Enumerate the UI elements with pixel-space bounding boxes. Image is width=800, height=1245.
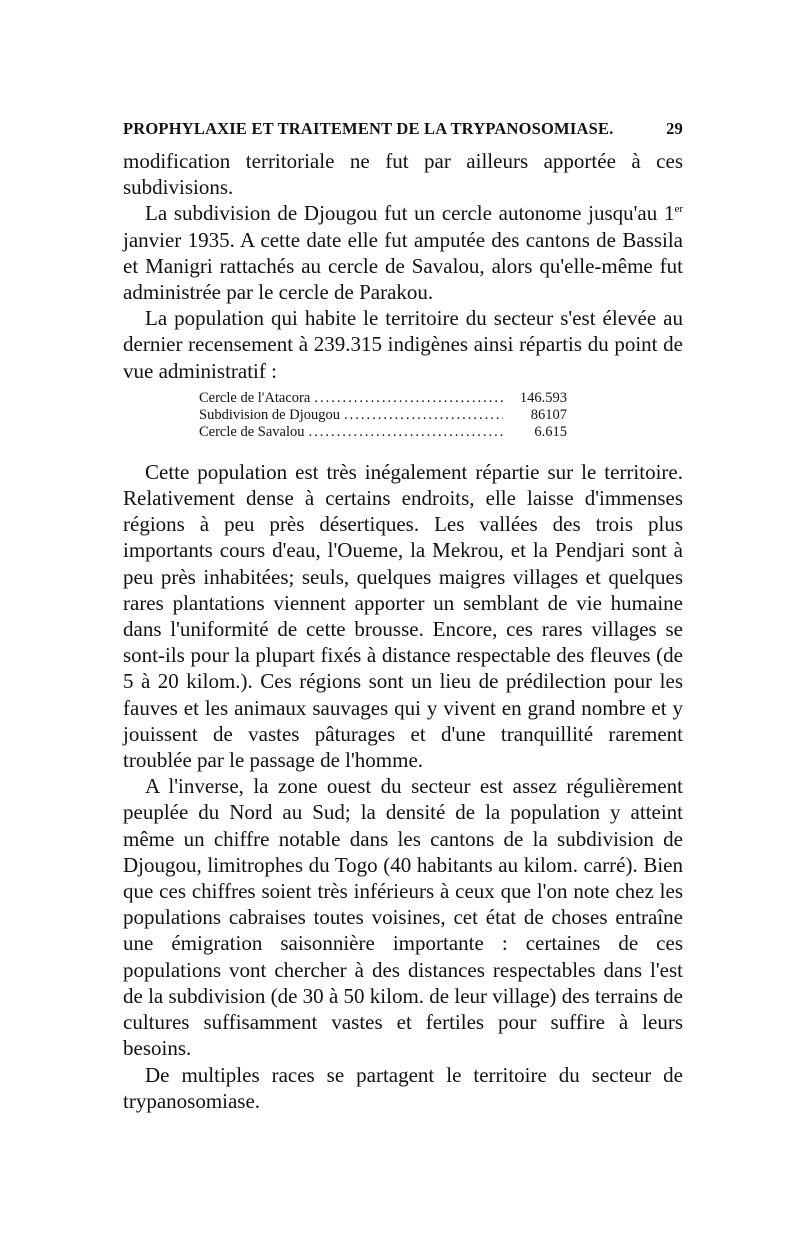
paragraph-2-end: janvier 1935. A cette date elle fut amputée des cantons de Bassila et Manigri rattachés au cercle de Savalou, alors qu'elle-même fut administrée par le cercle de Parakou. bbox=[123, 227, 683, 305]
table-row bbox=[199, 390, 567, 407]
paragraph-4: Cette population est très inégalement répartie sur le territoire. Relativement dense à certains endroits, elle laisse d'immenses régions à peu près désertiques. Les vallées des trois plus importants cours d'eau, l'Oueme, la Mekrou, et la Pendjari sont à peu près inhabitées; seuls, quelques maigres villages et quelques rares plantations viennent apporter un semblant de vie humaine dans l'uniformité de cette brousse. Encore, ces rares villages se sont-ils pour la plupart fixés à distance respectable des fleuves (de 5 à 20 kilom.). Ces régions sont un lieu de prédilection pour les fauves et les animaux sauvages qui y vivent en grand nombre et y jouissent de vastes pâturages et d'une tranquillité rarement troublée par le passage de l'homme. bbox=[123, 459, 683, 773]
running-head bbox=[123, 118, 683, 148]
paragraph-2 bbox=[123, 200, 683, 305]
leader-dots bbox=[309, 424, 504, 441]
row-value: 146.593 bbox=[519, 389, 567, 406]
body-text bbox=[123, 148, 683, 1114]
leader-dots bbox=[344, 407, 503, 424]
page bbox=[123, 118, 683, 1114]
paragraph-6: De multiples races se partagent le territoire du secteur de trypanosomiase. bbox=[123, 1062, 683, 1113]
paragraph-5: A l'inverse, la zone ouest du secteur est assez régulièrement peuplée du Nord au Sud; la densité de la population y atteint même un chiffre notable dans les cantons de la subdivision de Djougou, limitrophes du Togo (40 habitants au kilom. carré). Bien que ces chiffres soient très inférieurs à ceux que l'on note chez les populations cabraises toutes voisines, cet état de choses entraîne une émigration saisonnière importante : certaines de ces populations vont chercher à des distances respectables dans l'est de la subdivision (de 30 à 50 kilom. de leur village) des terrains de cultures suffisamment vastes et fertiles pour suffire à leurs besoins. bbox=[123, 774, 683, 1061]
row-value: 6.615 bbox=[534, 423, 567, 440]
population-table bbox=[199, 390, 567, 441]
ordinal-superscript: er bbox=[674, 203, 683, 216]
table-row bbox=[199, 424, 567, 441]
row-label: Cercle de Savalou bbox=[199, 423, 305, 440]
paragraph-3: La population qui habite le territoire du secteur s'est élevée au dernier recensement à 239.315 indigènes ainsi répartis du point de vue administratif : bbox=[123, 306, 683, 383]
running-head-title: PROPHYLAXIE ET TRAITEMENT DE LA TRYPANOSOMIASE. bbox=[123, 119, 614, 138]
row-value: 86107 bbox=[530, 406, 567, 423]
row-label: Subdivision de Djougou bbox=[199, 406, 340, 423]
paragraph-2-start: La subdivision de Djougou fut un cercle autonome jusqu'au 1 bbox=[145, 201, 675, 226]
row-label: Cercle de l'Atacora bbox=[199, 389, 311, 406]
leader-dots bbox=[314, 390, 503, 407]
page-number: 29 bbox=[666, 119, 683, 138]
paragraph-1: modification territoriale ne fut par ailleurs apportée à ces subdivisions. bbox=[123, 149, 683, 200]
table-row bbox=[199, 407, 567, 424]
